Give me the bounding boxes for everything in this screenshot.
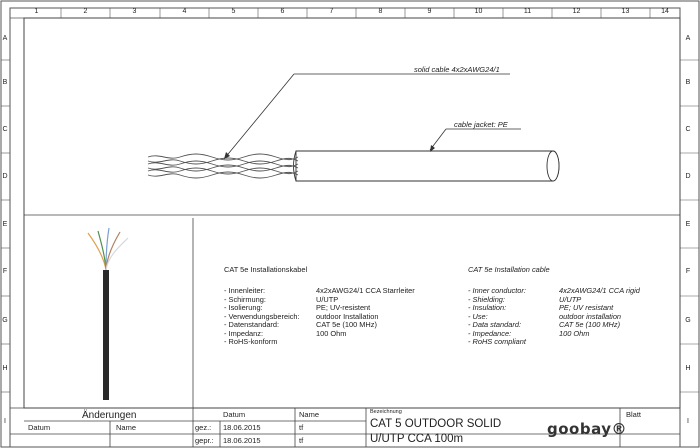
bezeichnung-label: Bezeichnung bbox=[370, 409, 402, 415]
spec-en-key: - Shielding: bbox=[468, 294, 505, 304]
changes-header: Änderungen bbox=[82, 410, 137, 421]
grid-column-label: 8 bbox=[378, 8, 383, 15]
grid-column-label: 6 bbox=[280, 8, 285, 15]
grid-row-label: G bbox=[2, 317, 8, 324]
grid-row-label: H bbox=[685, 365, 691, 372]
tb-col-datum: Datum bbox=[223, 410, 246, 419]
spec-de-key: - Isolierung: bbox=[224, 303, 263, 312]
tb-col-name: Name bbox=[299, 410, 320, 419]
grid-row-label: F bbox=[2, 268, 8, 275]
grid-column-label: 14 bbox=[661, 8, 669, 15]
spec-en-value: 4x2xAWG24/1 CCA rigid bbox=[559, 286, 640, 295]
goobay-logo: goobay® bbox=[547, 420, 628, 438]
grid-row-label: G bbox=[685, 317, 691, 324]
cable-jacket-label: cable jacket: PE bbox=[454, 120, 508, 129]
spec-de-value: U/UTP bbox=[316, 294, 339, 304]
spec-en-value: outdoor installation bbox=[559, 311, 622, 321]
spec-de-key: - Impedanz: bbox=[224, 328, 264, 338]
spec-en-key: - RoHS compliant bbox=[468, 337, 526, 346]
spec-de-value: 4x2xAWG24/1 CCA Starrleiter bbox=[316, 286, 415, 295]
grid-row-label: E bbox=[2, 221, 8, 228]
changes-col-name: Name bbox=[116, 423, 137, 432]
grid-column-label: 2 bbox=[83, 8, 88, 15]
grid-column-label: 4 bbox=[182, 8, 187, 15]
spec-de-values bbox=[316, 287, 415, 338]
grid-row-label: D bbox=[2, 173, 8, 180]
grid-row-label: C bbox=[2, 126, 8, 133]
grid-column-label: 1 bbox=[34, 8, 39, 15]
spec-de-value: CAT 5e (100 MHz) bbox=[316, 320, 377, 329]
grid-row-label: I bbox=[687, 418, 689, 425]
spec-en-value: 100 Ohm bbox=[559, 328, 590, 338]
grid-column-label: 9 bbox=[427, 8, 432, 15]
grid-column-label: 13 bbox=[621, 8, 630, 15]
spec-en-key: - Use: bbox=[468, 311, 488, 321]
solid-cable-label: solid cable 4x2xAWG24/1 bbox=[414, 65, 500, 74]
spec-de-keys bbox=[224, 287, 300, 347]
blatt-label: Blatt bbox=[626, 410, 642, 419]
spec-en-value: CAT 5e (100 MHz) bbox=[559, 320, 621, 329]
spec-en-title: CAT 5e Installation cable bbox=[468, 265, 550, 274]
drawing-title-line1: CAT 5 OUTDOOR SOLID bbox=[370, 418, 502, 430]
grid-row-label: E bbox=[685, 221, 691, 228]
gepr-date: 18.06.2015 bbox=[223, 436, 261, 445]
grid-row-label: B bbox=[2, 79, 8, 86]
grid-row-label: H bbox=[2, 365, 8, 372]
spec-en-keys bbox=[468, 287, 526, 347]
spec-de-key: - Schirmung: bbox=[224, 294, 266, 304]
spec-de-key: - Verwendungsbereich: bbox=[224, 311, 300, 321]
gepr-name: tf bbox=[299, 436, 304, 445]
grid-column-label: 12 bbox=[572, 8, 581, 15]
gez-name: tf bbox=[299, 423, 304, 432]
spec-de-value: PE; UV-resistent bbox=[316, 303, 371, 312]
spec-de-title: CAT 5e Installationskabel bbox=[224, 265, 308, 274]
grid-row-label: F bbox=[685, 268, 691, 275]
grid-row-label: B bbox=[685, 79, 691, 86]
spec-en-value: U/UTP bbox=[559, 294, 582, 304]
spec-en-key: - Impedance: bbox=[468, 328, 512, 338]
grid-row-label: C bbox=[685, 126, 691, 133]
changes-col-datum: Datum bbox=[28, 423, 51, 432]
spec-en-values bbox=[559, 287, 640, 338]
gez-label: gez.: bbox=[195, 423, 212, 432]
spec-en-value: PE; UV resistant bbox=[559, 303, 614, 312]
gepr-label: gepr.: bbox=[195, 436, 214, 445]
spec-de-key: - Datenstandard: bbox=[224, 320, 280, 329]
spec-en-key: - Inner conductor: bbox=[468, 286, 526, 295]
grid-row-label: A bbox=[685, 35, 691, 42]
spec-en-key: - Insulation: bbox=[468, 303, 507, 312]
grid-row-label: I bbox=[4, 418, 6, 425]
grid-row-label: D bbox=[685, 173, 691, 180]
gez-date: 18.06.2015 bbox=[223, 423, 261, 432]
grid-row-label: A bbox=[2, 35, 8, 42]
spec-de-value: outdoor Installation bbox=[316, 311, 379, 321]
grid-column-label: 3 bbox=[132, 8, 137, 15]
spec-de-key: - RoHS-konform bbox=[224, 337, 278, 346]
grid-column-label: 5 bbox=[231, 8, 236, 15]
grid-column-label: 7 bbox=[329, 8, 334, 15]
grid-column-label: 10 bbox=[474, 8, 483, 15]
drawing-title-line2: U/UTP CCA 100m bbox=[370, 433, 464, 445]
spec-de-key: - Innenleiter: bbox=[224, 286, 266, 295]
spec-en-key: - Data standard: bbox=[468, 320, 521, 329]
grid-column-label: 11 bbox=[523, 8, 532, 15]
spec-de-value: 100 Ohm bbox=[316, 328, 347, 338]
